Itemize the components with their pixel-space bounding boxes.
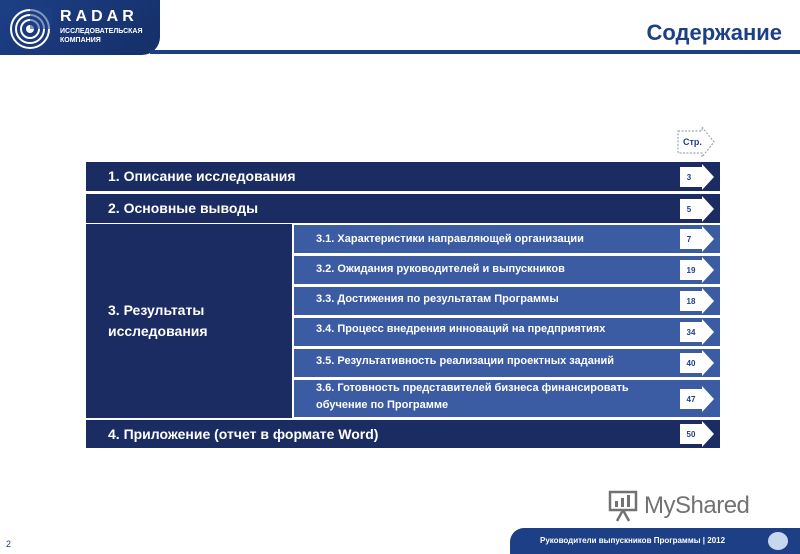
toc-section-3[interactable] bbox=[86, 224, 292, 418]
logo-block bbox=[0, 0, 160, 55]
brand-subtitle-line2: КОМПАНИЯ bbox=[60, 37, 101, 44]
radar-logo-icon bbox=[8, 8, 52, 50]
toc-subrow-label: 3.2. Ожидания руководителей и выпускников bbox=[316, 263, 565, 275]
page-number[interactable]: 47 bbox=[686, 395, 696, 404]
footer-text: Руководители выпускников Программы | 2012 bbox=[540, 536, 726, 545]
page-number[interactable]: 18 bbox=[686, 297, 696, 306]
toc-subrow-label-line1: 3.6. Готовность представителей бизнеса финансировать bbox=[316, 382, 629, 394]
toc-row-4[interactable] bbox=[86, 420, 720, 448]
footer-emblem-icon bbox=[768, 532, 788, 550]
toc-subrow-3-3[interactable] bbox=[294, 287, 720, 315]
toc-subrow-3-5[interactable] bbox=[294, 349, 720, 377]
toc-subrow-3-2[interactable] bbox=[294, 256, 720, 284]
page-number[interactable]: 5 bbox=[686, 205, 692, 214]
watermark-text: MyShared bbox=[644, 492, 750, 519]
toc-row-label: 4. Приложение (отчет в формате Word) bbox=[108, 426, 379, 442]
section-3-label-line2: исследования bbox=[108, 323, 208, 339]
toc-row-2[interactable] bbox=[86, 194, 720, 223]
slide-number: 2 bbox=[6, 539, 12, 549]
toc-subrow-label: 3.4. Процесс внедрения инноваций на предприятиях bbox=[316, 323, 606, 335]
brand-name: RADAR bbox=[60, 8, 138, 25]
toc-subrow-label-line2: обучение по Программе bbox=[316, 399, 449, 411]
page-title: Содержание bbox=[646, 20, 782, 45]
presentation-board-icon bbox=[608, 490, 638, 522]
section-3-label-line1: 3. Результаты bbox=[108, 302, 205, 318]
page-number[interactable]: 40 bbox=[686, 359, 696, 368]
toc-subrow-label bbox=[316, 380, 629, 414]
section-3-label bbox=[108, 300, 208, 342]
toc-row-1[interactable] bbox=[86, 162, 720, 191]
toc-subrow-label: 3.5. Результативность реализации проектных заданий bbox=[316, 355, 614, 367]
toc-row-label: 2. Основные выводы bbox=[108, 200, 259, 216]
header-divider bbox=[150, 50, 800, 54]
page-number[interactable]: 19 bbox=[686, 266, 696, 275]
toc-subrow-label: 3.1. Характеристики направляющей организации bbox=[316, 233, 584, 245]
toc-subrow-3-4[interactable] bbox=[294, 318, 720, 346]
page-column-header: Стр. bbox=[683, 137, 702, 147]
toc-row-label: 1. Описание исследования bbox=[108, 168, 296, 184]
brand-subtitle bbox=[60, 27, 143, 45]
toc-subrow-3-1[interactable] bbox=[294, 225, 720, 253]
toc-subrow-3-6[interactable] bbox=[294, 380, 720, 417]
page-number[interactable]: 7 bbox=[686, 235, 692, 244]
brand-subtitle-line1: ИССЛЕДОВАТЕЛЬСКАЯ bbox=[60, 28, 143, 35]
page-number[interactable]: 3 bbox=[686, 173, 692, 182]
watermark bbox=[608, 490, 749, 522]
page-number[interactable]: 50 bbox=[686, 430, 696, 439]
page-number[interactable]: 34 bbox=[686, 328, 696, 337]
toc-subrow-label: 3.3. Достижения по результатам Программы bbox=[316, 293, 559, 305]
